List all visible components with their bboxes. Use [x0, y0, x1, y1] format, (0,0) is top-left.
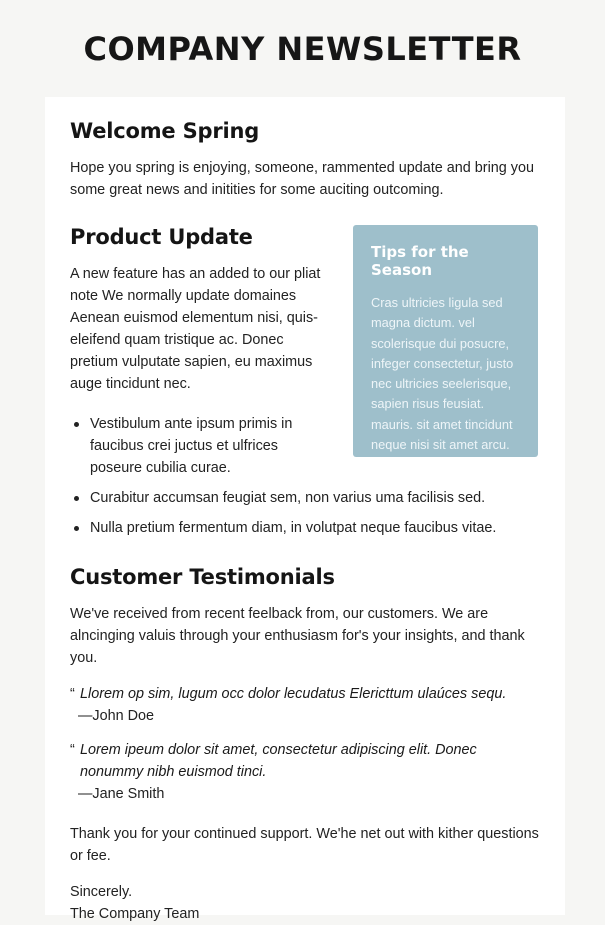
closing-section [70, 823, 540, 925]
welcome-section [70, 119, 540, 201]
list-item: Curabitur accumsan feugiat sem, non varius uma facilisis sed. [90, 487, 540, 509]
testimonial-quote [70, 683, 540, 727]
testimonials-intro: We've received from recent feelback from, our customers. We are alncinging valuis through your enthusiasm for's your insights, and thank you. [70, 606, 525, 666]
welcome-heading: Welcome Spring [70, 119, 260, 143]
tips-callout-box [353, 225, 538, 457]
testimonial-author: —John Doe [78, 708, 154, 724]
list-item: Vestibulum ante ipsum primis in faucibus crei juctus et ulfrices poseure cubilia curae. [90, 413, 332, 479]
product-update-heading: Product Update [70, 225, 253, 249]
newsletter-header [0, 0, 605, 97]
welcome-paragraph: Hope you spring is enjoying, someone, rammented update and bring you some great news and initities for some auciting outcoming. [70, 160, 534, 198]
testimonial-author: —Jane Smith [78, 786, 165, 802]
testimonial-text: Lorem ipeum dolor sit amet, consectetur adipiscing elit. Donec nonummy nibh euismod tinci. [80, 742, 477, 780]
product-update-paragraph: A new feature has an added to our pliat note We normally update domaines Aenean euismod elementum nisi, quis-eleifend quam tristique ac. Donec pretium vulputate sapien, eu maximus auge tincidunt nec. [70, 266, 321, 392]
quote-mark-icon: “ [70, 742, 75, 758]
newsletter-title: COMPANY NEWSLETTER [83, 29, 522, 68]
tips-heading: Tips for the Season [371, 243, 469, 279]
closing-thanks: Thank you for your continued support. We'he net out with kither questions or fee. [70, 826, 539, 864]
closing-signoff: Sincerely. [70, 884, 133, 900]
testimonial-text: Llorem op sim, lugum occ dolor lecudatus Elericttum ulaúces sequ. [80, 686, 507, 702]
testimonials-section [70, 565, 540, 805]
list-item: Nulla pretium fermentum diam, in volutpat neque faucibus vitae. [90, 517, 540, 539]
testimonials-heading: Customer Testimonials [70, 565, 335, 589]
newsletter-card [45, 97, 565, 922]
quote-mark-icon: “ [70, 686, 75, 702]
closing-team-signature: The Company Team [70, 906, 200, 922]
testimonial-quote [70, 739, 540, 805]
tips-paragraph: Cras ultricies ligula sed magna dictum. vel scolerisque dui posucre, infeger consectetur, justo nec ultricies seelerisque, sapien risus feusiat. mauris. sit amet tincidunt neque nisi sit amet arcu. [371, 295, 514, 453]
product-update-section [70, 225, 540, 539]
